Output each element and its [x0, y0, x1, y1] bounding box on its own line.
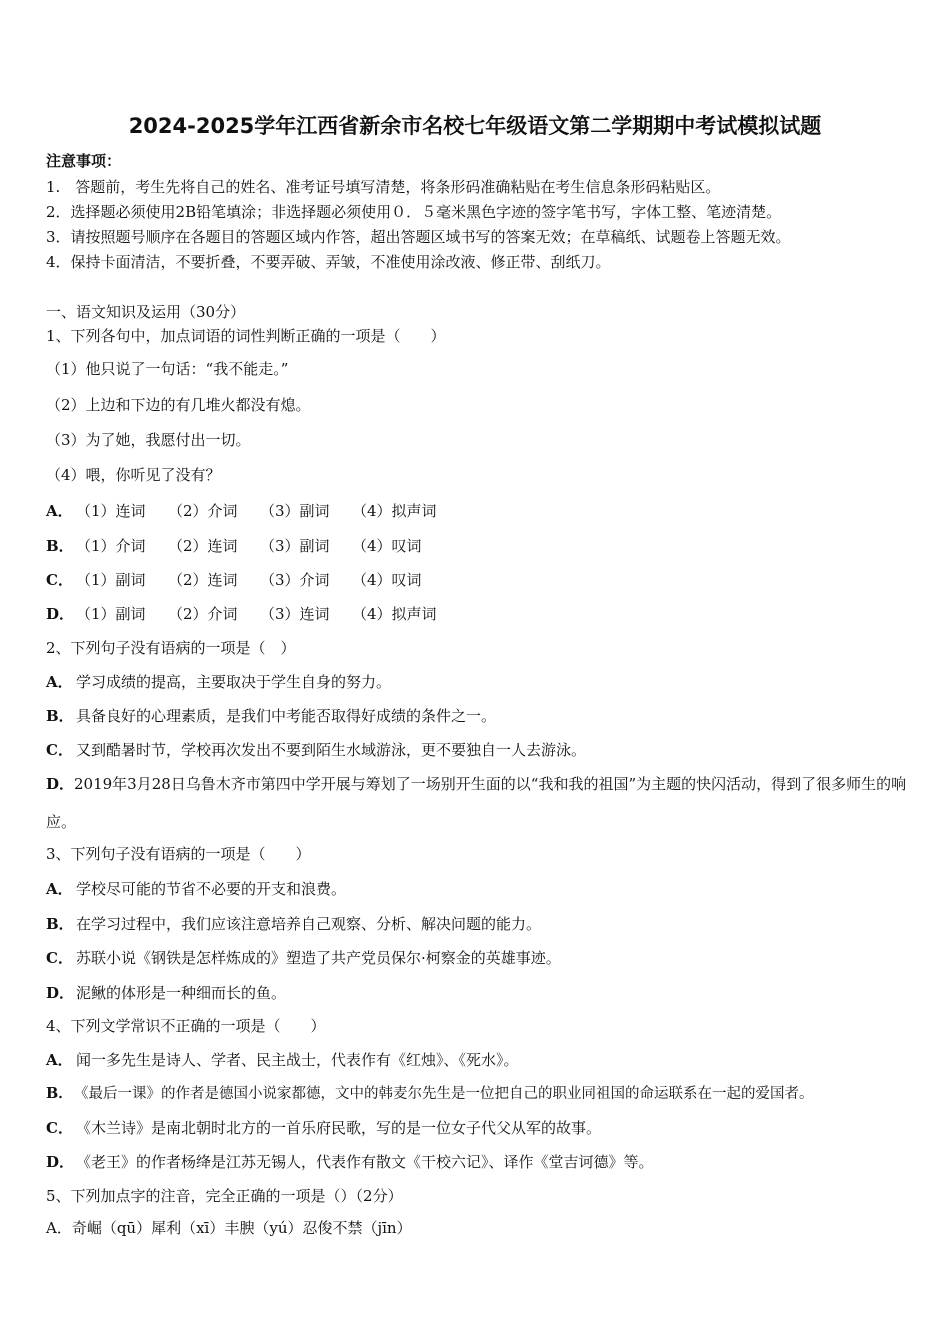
- option-letter: D．: [46, 984, 75, 1002]
- option-letter: B．: [46, 537, 74, 555]
- q1-option-c[interactable]: [46, 570, 422, 590]
- option-item: （1）连词: [76, 502, 146, 520]
- q4-option-a[interactable]: [46, 1050, 519, 1070]
- option-letter: D．: [46, 1153, 75, 1171]
- option-text: 苏联小说《钢铁是怎样炼成的》塑造了共产党员保尔·柯察金的英雄事迹。: [76, 949, 561, 967]
- q3-option-c[interactable]: [46, 948, 561, 968]
- option-text: 《木兰诗》是南北朝时北方的一首乐府民歌，写的是一位女子代父从军的故事。: [76, 1119, 602, 1137]
- option-item: （3）副词: [260, 537, 330, 555]
- option-text: 泥鳅的体形是一种细而长的鱼。: [76, 984, 287, 1002]
- option-item: （4）拟声词: [352, 605, 437, 623]
- page-title: 2024-2025学年江西省新余市名校七年级语文第二学期期中考试模拟试题: [128, 114, 822, 138]
- q5-option-a[interactable]: A．奇崛（qū）犀利（xī）丰腴（yú）忍俊不禁（jīn）: [46, 1219, 412, 1237]
- question-5-stem: 5、下列加点字的注音，完全正确的一项是（）（2分）: [46, 1187, 403, 1205]
- option-item: （4）叹词: [352, 537, 422, 555]
- question-3-stem: 3、下列句子没有语病的一项是（ ）: [46, 845, 311, 863]
- option-text: 学校尽可能的节省不必要的开支和浪费。: [76, 880, 347, 898]
- question-2-stem: 2、下列句子没有语病的一项是（ ）: [46, 639, 296, 657]
- option-text: 学习成绩的提高，主要取决于学生自身的努力。: [76, 673, 392, 691]
- option-item: （1）副词: [76, 571, 146, 589]
- option-text: 2019年3月28日乌鲁木齐市第四中学开展与筹划了一场别开生面的以“我和我的祖国”为主题的快闪活动，得到了很多师生的响应。: [46, 775, 907, 831]
- notice-item: 4．保持卡面清洁，不要折叠，不要弄破、弄皱，不准使用涂改液、修正带、刮纸刀。: [46, 253, 611, 271]
- option-letter: A．: [46, 502, 73, 520]
- q1-option-d[interactable]: [46, 604, 437, 624]
- section-heading: 一、语文知识及运用（30分）: [46, 303, 246, 321]
- option-item: （2）介词: [168, 502, 238, 520]
- option-letter: C．: [46, 949, 73, 967]
- question-1-stem: 1、下列各句中，加点词语的词性判断正确的一项是（ ）: [46, 327, 446, 345]
- option-letter: C．: [46, 741, 73, 759]
- option-letter: B．: [46, 1085, 73, 1102]
- q3-option-b[interactable]: [46, 914, 541, 934]
- option-text: 又到酷暑时节，学校再次发出不要到陌生水域游泳，更不要独自一人去游泳。: [76, 741, 587, 759]
- option-letter: B．: [46, 707, 74, 725]
- q1-sentence: （4）喂，你听见了没有？: [46, 466, 221, 484]
- option-item: （2）连词: [168, 537, 238, 555]
- option-text: 《老王》的作者杨绛是江苏无锡人，代表作有散文《干校六记》、译作《堂吉诃德》等。: [76, 1153, 654, 1171]
- q2-option-b[interactable]: [46, 706, 496, 726]
- q2-option-c[interactable]: [46, 740, 586, 760]
- option-letter: D．: [46, 775, 75, 793]
- q1-option-b[interactable]: [46, 536, 422, 556]
- q4-option-b[interactable]: [46, 1084, 814, 1104]
- option-letter: A．: [46, 1051, 73, 1069]
- option-text: 《最后一课》的作者是德国小说家都德，文中的韩麦尔先生是一位把自己的职业同祖国的命运联系在一起的爱国者。: [74, 1086, 814, 1102]
- option-letter: B．: [46, 915, 74, 933]
- option-letter: C．: [46, 1119, 73, 1137]
- q3-option-a[interactable]: [46, 879, 346, 899]
- option-item: （1）介词: [76, 537, 146, 555]
- notice-item: 2．选择题必须使用2B铅笔填涂；非选择题必须使用０．５毫米黑色字迹的签字笔书写，字体工整、笔迹清楚。: [46, 203, 782, 221]
- option-letter: C．: [46, 571, 73, 589]
- option-item: （2）连词: [168, 571, 238, 589]
- q1-sentence: （1）他只说了一句话：“我不能走。”: [46, 360, 289, 378]
- q1-sentence: （3）为了她，我愿付出一切。: [46, 431, 251, 449]
- option-item: （4）叹词: [352, 571, 422, 589]
- question-4-stem: 4、下列文学常识不正确的一项是（ ）: [46, 1017, 326, 1035]
- q3-option-d[interactable]: [46, 983, 286, 1003]
- q1-sentence: （2）上边和下边的有几堆火都没有熄。: [46, 396, 311, 414]
- option-item: （4）拟声词: [352, 502, 437, 520]
- option-letter: A．: [46, 673, 73, 691]
- notice-heading: 注意事项：: [46, 152, 122, 170]
- q2-option-d[interactable]: [46, 765, 914, 841]
- notice-item: 3．请按照题号顺序在各题目的答题区域内作答，超出答题区域书写的答案无效；在草稿纸、试题卷上答题无效。: [46, 228, 791, 246]
- option-item: （3）介词: [260, 571, 330, 589]
- q1-option-a[interactable]: [46, 501, 437, 521]
- option-text: 在学习过程中，我们应该注意培养自己观察、分析、解决问题的能力。: [76, 915, 542, 933]
- option-letter: A．: [46, 880, 73, 898]
- q2-option-a[interactable]: [46, 672, 391, 692]
- q4-option-c[interactable]: [46, 1118, 601, 1138]
- option-item: （3）副词: [260, 502, 330, 520]
- option-item: （3）连词: [260, 605, 330, 623]
- option-text: 闻一多先生是诗人、学者、民主战士，代表作有《红烛》、《死水》。: [76, 1051, 519, 1069]
- option-text: 具备良好的心理素质，是我们中考能否取得好成绩的条件之一。: [76, 707, 497, 725]
- q4-option-d[interactable]: [46, 1152, 654, 1172]
- option-item: （2）介词: [168, 605, 238, 623]
- notice-item: 1. 答题前，考生先将自己的姓名、准考证号填写清楚，将条形码准确粘贴在考生信息条形码粘贴区。: [46, 178, 721, 196]
- option-item: （1）副词: [76, 605, 146, 623]
- option-letter: D．: [46, 605, 75, 623]
